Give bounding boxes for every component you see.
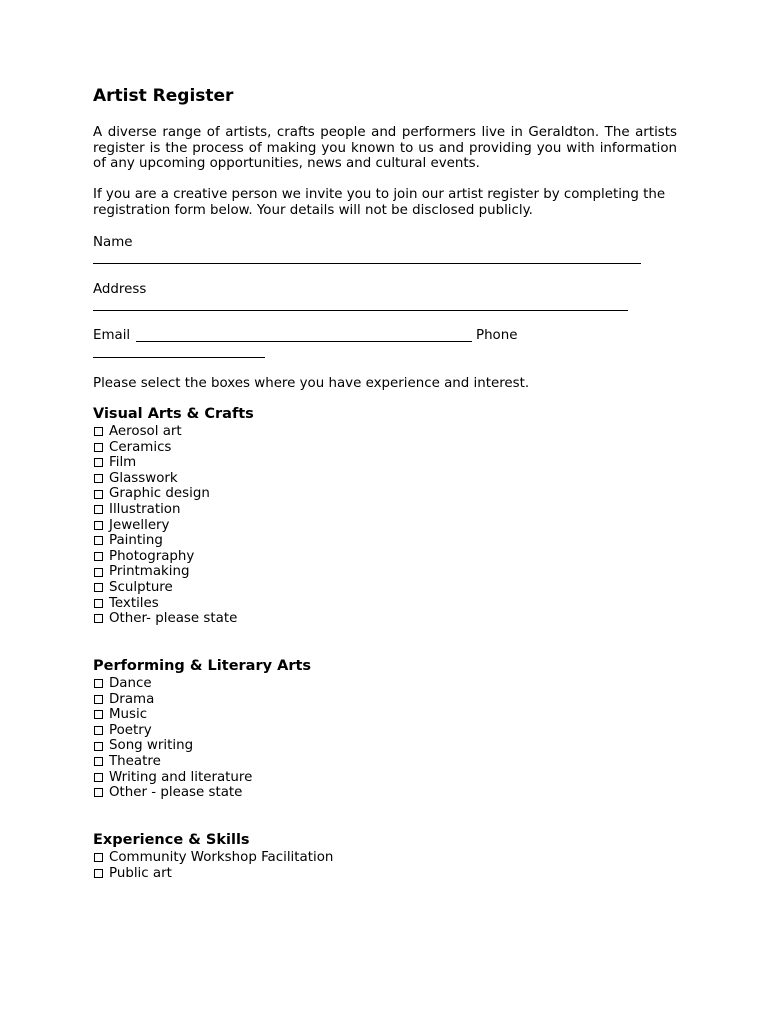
checkbox[interactable]	[94, 474, 103, 483]
checkbox-label: Poetry	[109, 722, 152, 738]
checkbox-label: Photography	[109, 548, 195, 564]
checkbox-item[interactable]	[93, 866, 333, 882]
checkbox-item[interactable]	[93, 723, 311, 739]
phone-label: Phone	[476, 328, 518, 343]
checkbox-label: Public art	[109, 865, 172, 881]
checkbox-item[interactable]	[93, 564, 254, 580]
checkbox[interactable]	[94, 427, 103, 436]
checkbox-item[interactable]	[93, 455, 254, 471]
checkbox-label: Dance	[109, 676, 152, 691]
checkbox-item[interactable]	[93, 533, 254, 549]
checkbox[interactable]	[94, 458, 103, 467]
checkbox[interactable]	[94, 869, 103, 878]
name-label: Name	[93, 235, 133, 250]
checkbox-list	[93, 676, 311, 801]
checkbox-list	[93, 424, 254, 627]
checkbox-label: Glasswork	[109, 470, 178, 486]
checkbox-item[interactable]	[93, 785, 311, 801]
checkbox[interactable]	[94, 536, 103, 545]
checkbox[interactable]	[94, 552, 103, 561]
checkbox-label: Writing and literature	[109, 769, 253, 785]
section-experience-skills	[93, 832, 333, 881]
checkbox-list	[93, 850, 333, 881]
checkbox[interactable]	[94, 773, 103, 782]
checkbox-item[interactable]	[93, 424, 254, 440]
checkbox[interactable]	[94, 726, 103, 735]
checkbox[interactable]	[94, 853, 103, 862]
checkbox[interactable]	[94, 757, 103, 766]
checkbox-label: Printmaking	[109, 564, 190, 580]
checkbox-item[interactable]	[93, 471, 254, 487]
section-title: Performing & Literary Arts	[93, 658, 312, 674]
checkbox[interactable]	[94, 505, 103, 514]
checkbox[interactable]	[94, 583, 103, 592]
checkbox-item[interactable]	[93, 611, 254, 627]
checkbox[interactable]	[94, 679, 103, 688]
checkbox[interactable]	[94, 521, 103, 530]
checkbox-label: Song writing	[109, 738, 194, 754]
checkbox-item[interactable]	[93, 770, 311, 786]
checkbox-label: Community Workshop Facilitation	[109, 850, 334, 865]
checkbox-label: Graphic design	[109, 486, 210, 502]
checkbox-label: Music	[109, 707, 148, 723]
checkbox-label: Textiles	[109, 595, 159, 611]
checkbox-label: Sculpture	[109, 579, 173, 595]
checkbox-item[interactable]	[93, 692, 311, 708]
address-field-line[interactable]	[93, 310, 628, 311]
checkbox-item[interactable]	[93, 502, 254, 518]
section-performing-arts	[93, 658, 311, 801]
checkbox-label: Aerosol art	[109, 424, 182, 439]
checkbox[interactable]	[94, 614, 103, 623]
checkbox-item[interactable]	[93, 580, 254, 596]
email-field-line[interactable]	[136, 341, 472, 342]
checkbox-item[interactable]	[93, 518, 254, 534]
address-label: Address	[93, 282, 147, 297]
checkbox-label: Illustration	[109, 501, 181, 517]
section-title: Visual Arts & Crafts	[93, 406, 254, 422]
checkbox[interactable]	[94, 788, 103, 797]
checkbox-item[interactable]	[93, 754, 311, 770]
select-instruction: Please select the boxes where you have experience and interest.	[93, 376, 530, 391]
checkbox[interactable]	[94, 710, 103, 719]
checkbox-label: Painting	[109, 533, 163, 549]
checkbox-label: Drama	[109, 691, 155, 707]
name-field-line[interactable]	[93, 263, 641, 264]
phone-field-line[interactable]	[93, 357, 265, 358]
checkbox-item[interactable]	[93, 850, 333, 866]
checkbox[interactable]	[94, 490, 103, 499]
checkbox-item[interactable]	[93, 486, 254, 502]
checkbox-label: Jewellery	[109, 517, 170, 533]
checkbox[interactable]	[94, 568, 103, 577]
section-title: Experience & Skills	[93, 832, 250, 848]
checkbox-item[interactable]	[93, 440, 254, 456]
checkbox-item[interactable]	[93, 676, 311, 692]
checkbox[interactable]	[94, 599, 103, 608]
page-title: Artist Register	[93, 86, 234, 106]
checkbox-label: Film	[109, 455, 137, 471]
checkbox-item[interactable]	[93, 738, 311, 754]
intro-paragraph: A diverse range of artists, crafts people and performers live in Geraldton. The artists register is the process of making you known to us and providing you with information of any upcoming opportunities, news and cultural events.	[93, 125, 677, 172]
checkbox[interactable]	[94, 742, 103, 751]
section-visual-arts	[93, 406, 254, 627]
checkbox-label: Ceramics	[109, 439, 172, 455]
email-label: Email	[93, 328, 131, 343]
checkbox[interactable]	[94, 443, 103, 452]
invite-paragraph: If you are a creative person we invite you to join our artist register by completing the registration form below. Your details will not be disclosed publicly.	[93, 187, 666, 218]
checkbox-label: Theatre	[109, 753, 161, 769]
checkbox-item[interactable]	[93, 549, 254, 565]
checkbox-item[interactable]	[93, 707, 311, 723]
checkbox-item[interactable]	[93, 596, 254, 612]
checkbox[interactable]	[94, 695, 103, 704]
checkbox-label: Other- please state	[109, 611, 238, 627]
checkbox-label: Other - please state	[109, 785, 243, 801]
